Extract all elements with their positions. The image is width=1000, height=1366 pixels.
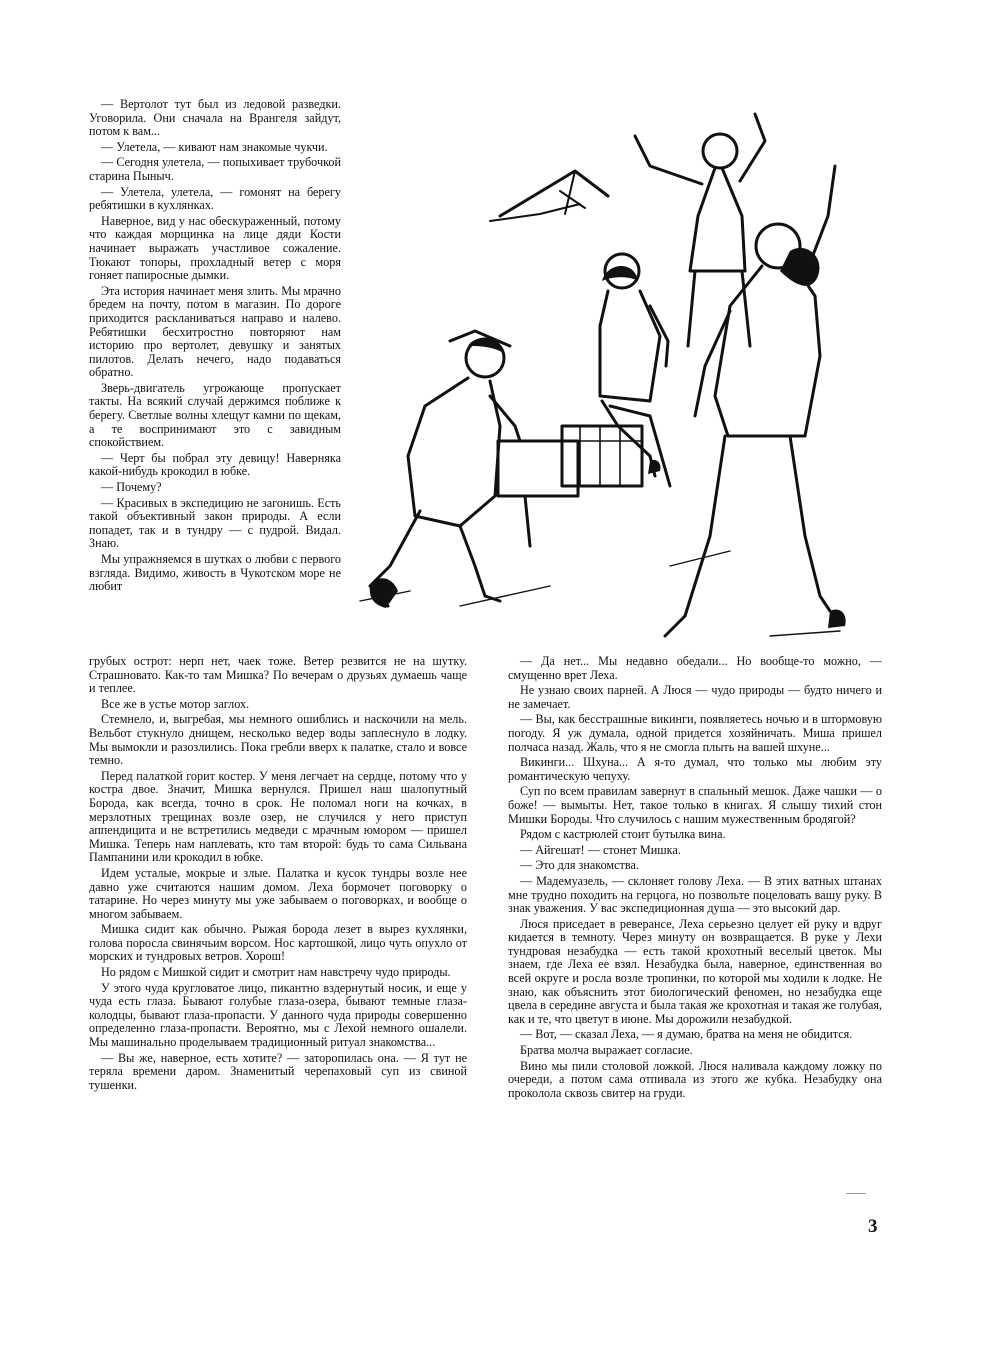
figure-head <box>703 134 737 168</box>
paragraph: Суп по всем правилам завернут в спальный мешок. Даже чашки — о боже! — вымыты. Нет, такое только в книгах. Я слышу тихий стон Мишки Бороды. Что случилось с нашим мужественным бродягой? <box>508 784 882 826</box>
paragraph: — Мадемуазель, — склоняет голову Леха. — В этих ватных штанах мне трудно походить на герцога, но позвольте поцеловать вашу руку. В знак уважения. У вас экспедиционная душа — это высокий дар. <box>508 873 882 916</box>
paragraph: Викинги... Шхуна... А я-то думал, что только мы любим эту романтическую чепуху. <box>508 755 882 783</box>
paragraph: Братва молча выражает согласие. <box>520 1043 693 1058</box>
crate-drawing <box>562 426 642 486</box>
paragraph: — Сегодня улетела, — попыхивает трубочкой старина Пыныч. <box>89 155 341 183</box>
paragraph: Наверное, вид у нас обескураженный, потому что каждая морщинка на лице дяди Кости начинает выражать участливое сожаление. Тюкают топоры, прохладный ветер с моря гоняет папиросные дымки. <box>89 213 341 283</box>
paragraph: Люся приседает в реверансе, Леха серьезно целует ей руку и вдруг кидается в темноту. Через минуту он возвращается. В руке у Лехи тундровая незабудка — есть такой крохотный веселый цветок. Мы знаем, где Леха ее взял. Незабудка была, наверное, единственная во всей округе и росла возле тропинки, по которой мы ходили к лодке. Не знаю, как объяснить этот биологический феномен, но незабудка еще цвела в середине августа и была такая же крохотная и такая же голубая, как и те, что цветут в июне. Мы дорожили незабудкой. <box>508 916 882 1026</box>
paragraph: — Вы, как бесстрашные викинги, появляетесь ночью и в штормовую погоду. Я уж думала, одной придется хозяйничать. Миша пришел полчаса назад. Жаль, что я не смогла плыть на вашей шхуне... <box>508 712 882 754</box>
paragraph: — Вертолот тут был из ледовой разведки. Уговорила. Они сначала на Врангеля зайдут, потом к вам... <box>89 97 341 139</box>
paragraph: У этого чуда кругловатое лицо, пикантно вздернутый носик, и еще у чуда есть глаза. Бывают голубые глаза-озера, бывают темные глаза-колодцы, бывают глаза-пропасти. У данного чуда природы совершенно определенно глаза-пропасти. Вероятно, мы с Лехой немного ошалели. Мы машинально проделываем традиционный ритуал знакомства... <box>89 980 467 1050</box>
paragraph: Мы упражняемся в шутках о любви с первого взгляда. Видимо, живость в Чукотском море не любит <box>89 552 341 594</box>
tent-drawing <box>500 171 608 216</box>
paragraph: — Красивых в экспедицию не загонишь. Есть такой объективный закон природы. А если попадет, так и в тундру — с пудрой. Видал. Знаю. <box>89 495 341 551</box>
paragraph: Вино мы пили столовой ложкой. Люся наливала каждому ложку по очереди, а потом сама отпивала из этого же кубка. Незабудку она проколола сквозь свитер на груди. <box>508 1058 882 1100</box>
paragraph: — Улетела, — кивают нам знакомые чукчи. <box>101 139 328 154</box>
paragraph: — Почему? <box>101 480 162 495</box>
text-column-bottom-left <box>89 655 467 1094</box>
paragraph: — Айгешат! — стонет Мишка. <box>520 842 681 857</box>
print-mark <box>846 1193 866 1194</box>
paragraph: Рядом с кастрюлей стоит бутылка вина. <box>520 827 726 842</box>
paragraph: — Улетела, улетела, — гомонят на берегу ребятишки в кухлянках. <box>89 184 341 213</box>
paragraph: Но рядом с Мишкой сидит и смотрит нам навстречу чудо природы. <box>101 965 451 980</box>
paragraph: — Это для знакомства. <box>520 858 639 873</box>
paragraph: Перед палаткой горит костер. У меня легчает на сердце, потому что у костра двое. Значит, Мишка вернулся. Пришел наш шалопутный Борода, как всегда, точно в срок. Не поломал ноги на кочках, в мерзлотных трещинах возле озер, не случился у него приступ аппендицита и не встретились медведи с мрачным юмором — пришел Мишка. Теперь нам наплевать, кто там второй: будь то сама Сильвана Пампанини или крокодил в юбке. <box>89 768 467 865</box>
paragraph: Не узнаю своих парней. А Люся — чудо природы — будто ничего и не замечает. <box>508 683 882 711</box>
paragraph: — Да нет... Мы недавно обедали... Но вообще-то можно, — смущенно врет Леха. <box>508 654 882 682</box>
paragraph: Все же в устье мотор заглох. <box>101 696 250 711</box>
text-column-right <box>508 655 882 1102</box>
paragraph: Эта история начинает меня злить. Мы мрачно бредем на почту, потом в магазин. По дороге приходится раскланиваться направо и налево. Ребятишки бесхитростно повторяют нам историю про вертолет, девушку и занятых пилотов. Делать нечего, надо подаваться обратно. <box>89 283 341 380</box>
paragraph: Мишка сидит как обычно. Рыжая борода лезет в вырез кухлянки, голова поросла свинячьим ворсом. Нос картошкой, лицо чуть опухло от морских и тундровых ветров. Хорош! <box>89 922 467 964</box>
paragraph: — Вы же, наверное, есть хотите? — заторопилась она. — Я тут не теряла времени даром. Знаменитый черепаховый суп из свиной тушенки. <box>89 1050 467 1092</box>
paragraph: Идем усталые, мокрые и злые. Палатка и кусок тундры возле нее давно уже считаются нашим домом. Леха бормочет поговорку о татарине. Но через минуту мы уже забываем о поговорках, и вообще о многом забываем. <box>89 865 467 921</box>
illustration-celebrating-men <box>350 96 850 656</box>
paragraph: — Вот, — сказал Леха, — я думаю, братва на меня не обидится. <box>520 1027 853 1042</box>
text-column-top-left <box>89 98 341 596</box>
paragraph: Зверь-двигатель угрожающе пропускает такты. На всякий случай держимся поближе к берегу. Светлые волны хлещут камни по щекам, а те воспринимают это с завидным спокойствием. <box>89 380 341 450</box>
paragraph: грубых острот: нерп нет, чаек тоже. Ветер резвится не на шутку. Страшновато. Как-то там Мишка? По вечерам о друзьях думаешь чаще и теплее. <box>89 654 467 696</box>
paragraph: — Черт бы побрал эту девицу! Наверняка какой-нибудь крокодил в юбке. <box>89 450 341 479</box>
paragraph: Стемнело, и, выгребая, мы немного ошиблись и наскочили на мель. Вельбот стукнуло днищем, несколько ведер воды заплеснуло в лодку. Мы вымокли и разозлились. Пока гребли вверх к палатке, стало и вовсе темно. <box>89 712 467 768</box>
page-number: 3 <box>868 1216 878 1237</box>
